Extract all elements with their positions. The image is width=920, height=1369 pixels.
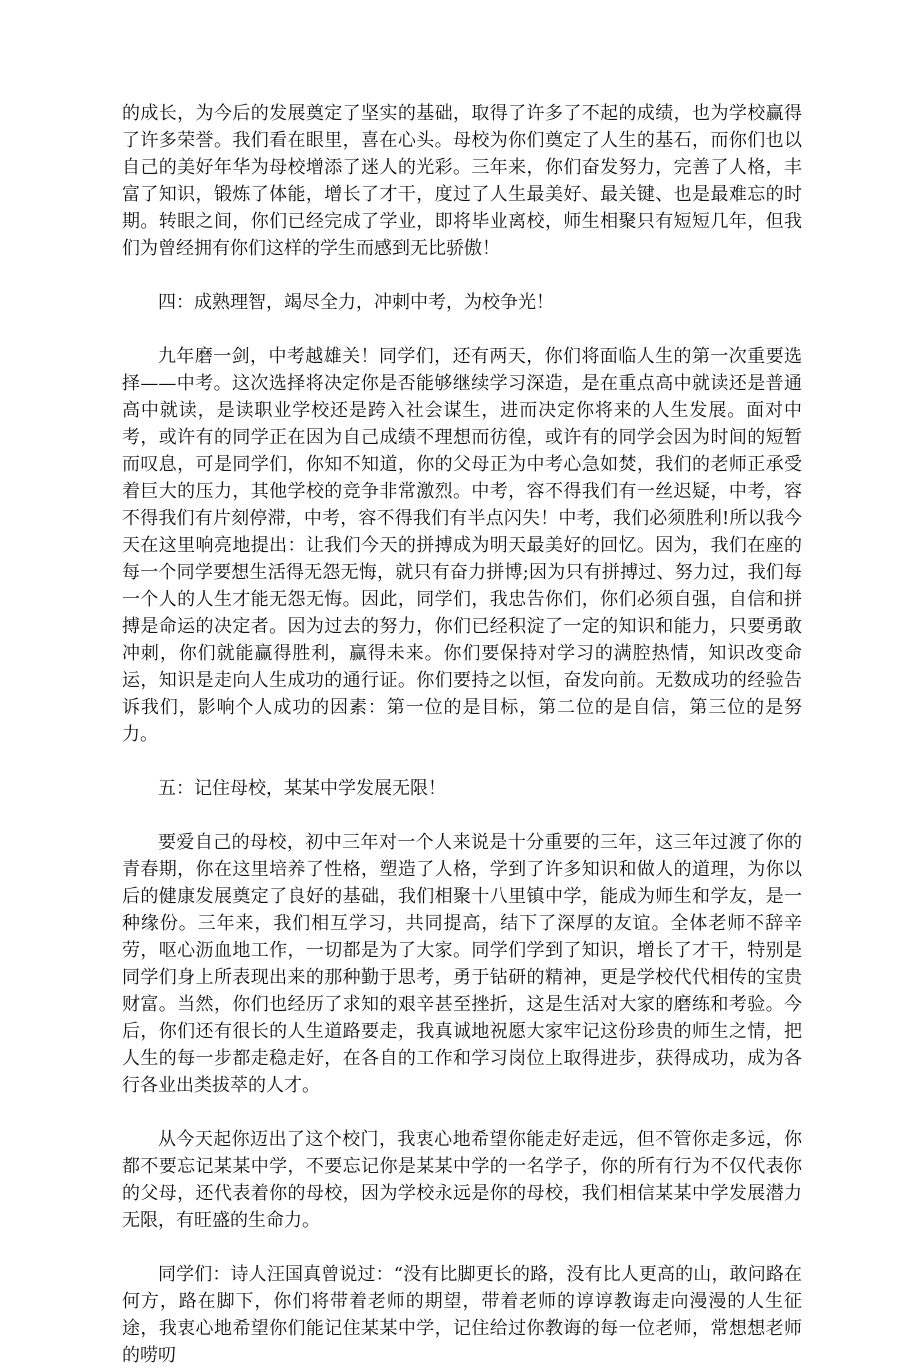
paragraph-exam: 九年磨一剑，中考越雄关！同学们，还有两天，你们将面临人生的第一次重要选择——中考。这次选择将决定你是否能够继续学习深造，是在重点高中就读还是普通高中就读，是读职业学校还是跨入社会谋生，进而决定你将来的人生发展。面对中考，或许有的同学正在因为自己成绩不理想而彷徨，或许有的同学会因为时间的短暂而叹息，可是同学们，你知不知道，你的父母正为中考心急如焚，我们的老师正承受着巨大的压力，其他学校的竞争非常激烈。中考，容不得我们有一丝迟疑，中考，容不得我们有片刻停滞，中考，容不得我们有半点闪失！中考，我们必须胜利!所以我今天在这里响亮地提出：让我们今天的拼搏成为明天最美好的回忆。因为，我们在座的每一个同学要想生活得无怨无悔，就只有奋力拼博;因为只有拼搏过、努力过，我们每一个人的人生才能无怨无悔。因此，同学们，我忠告你们，你们必须自强，自信和拼搏是命运的决定者。因为过去的努力，你们已经积淀了一定的知识和能力，只要勇敢冲刺，你们就能赢得胜利，赢得未来。你们要保持对学习的满腔热情，知识改变命运，知识是走向人生成功的通行证。你们要持之以恒，奋发向前。无数成功的经验告诉我们，影响个人成功的因素：第一位的是目标，第二位的是自信，第三位的是努力。 [122,346,802,745]
section-heading-five: 五：记住母校，某某中学发展无限！ [158,778,446,799]
document-body [122,100,802,1369]
paragraph-poet-quote: 同学们：诗人汪国真曾说过：“没有比脚更长的路，没有比人更高的山，敢问路在何方，路在脚下，你们将带着老师的期望，带着老师的谆谆教诲走向漫漫的人生征途，我衷心地希望你们能记住某某中学，记住给过你教诲的每一位老师，常想想老师的唠叨 [122,1264,802,1366]
section-heading-four: 四：成熟理智，竭尽全力，冲刺中考，为校争光！ [158,292,554,313]
paragraph-farewell: 从今天起你迈出了这个校门，我衷心地希望你能走好走远，但不管你走多远，你都不要忘记某某中学，不要忘记你是某某中学的一名学子，你的所有行为不仅代表你的父母，还代表着你的母校，因为学校永远是你的母校，我们相信某某中学发展潜力无限，有旺盛的生命力。 [122,1129,802,1231]
paragraph-continuation: 的成长，为今后的发展奠定了坚实的基础，取得了许多了不起的成绩，也为学校赢得了许多荣誉。我们看在眼里，喜在心头。母校为你们奠定了人生的基石，而你们也以自己的美好年华为母校增添了迷人的光彩。三年来，你们奋发努力，完善了人格，丰富了知识，锻炼了体能，增长了才干，度过了人生最美好、最关键、也是最难忘的时期。转眼之间，你们已经完成了学业，即将毕业离校，师生相聚只有短短几年，但我们为曾经拥有你们这样的学生而感到无比骄傲！ [122,103,802,259]
paragraph-alma-mater: 要爱自己的母校，初中三年对一个人来说是十分重要的三年，这三年过渡了你的青春期，你在这里培养了性格，塑造了人格，学到了许多知识和做人的道理，为你以后的健康发展奠定了良好的基础，我们相聚十八里镇中学，能成为师生和学友，是一种缘份。三年来，我们相互学习，共同提高，结下了深厚的友谊。全体老师不辞辛劳，呕心沥血地工作，一切都是为了大家。同学们学到了知识，增长了才干，特别是同学们身上所表现出来的那种勤于思考，勇于钻研的精神，更是学校代代相传的宝贵财富。当然，你们也经历了求知的艰辛甚至挫折，这是生活对大家的磨练和考验。今后，你们还有很长的人生道路要走，我真诚地祝愿大家牢记这份珍贵的师生之情，把人生的每一步都走稳走好，在各自的工作和学习岗位上取得进步，获得成功，成为各行各业出类拔萃的人才。 [122,832,802,1096]
